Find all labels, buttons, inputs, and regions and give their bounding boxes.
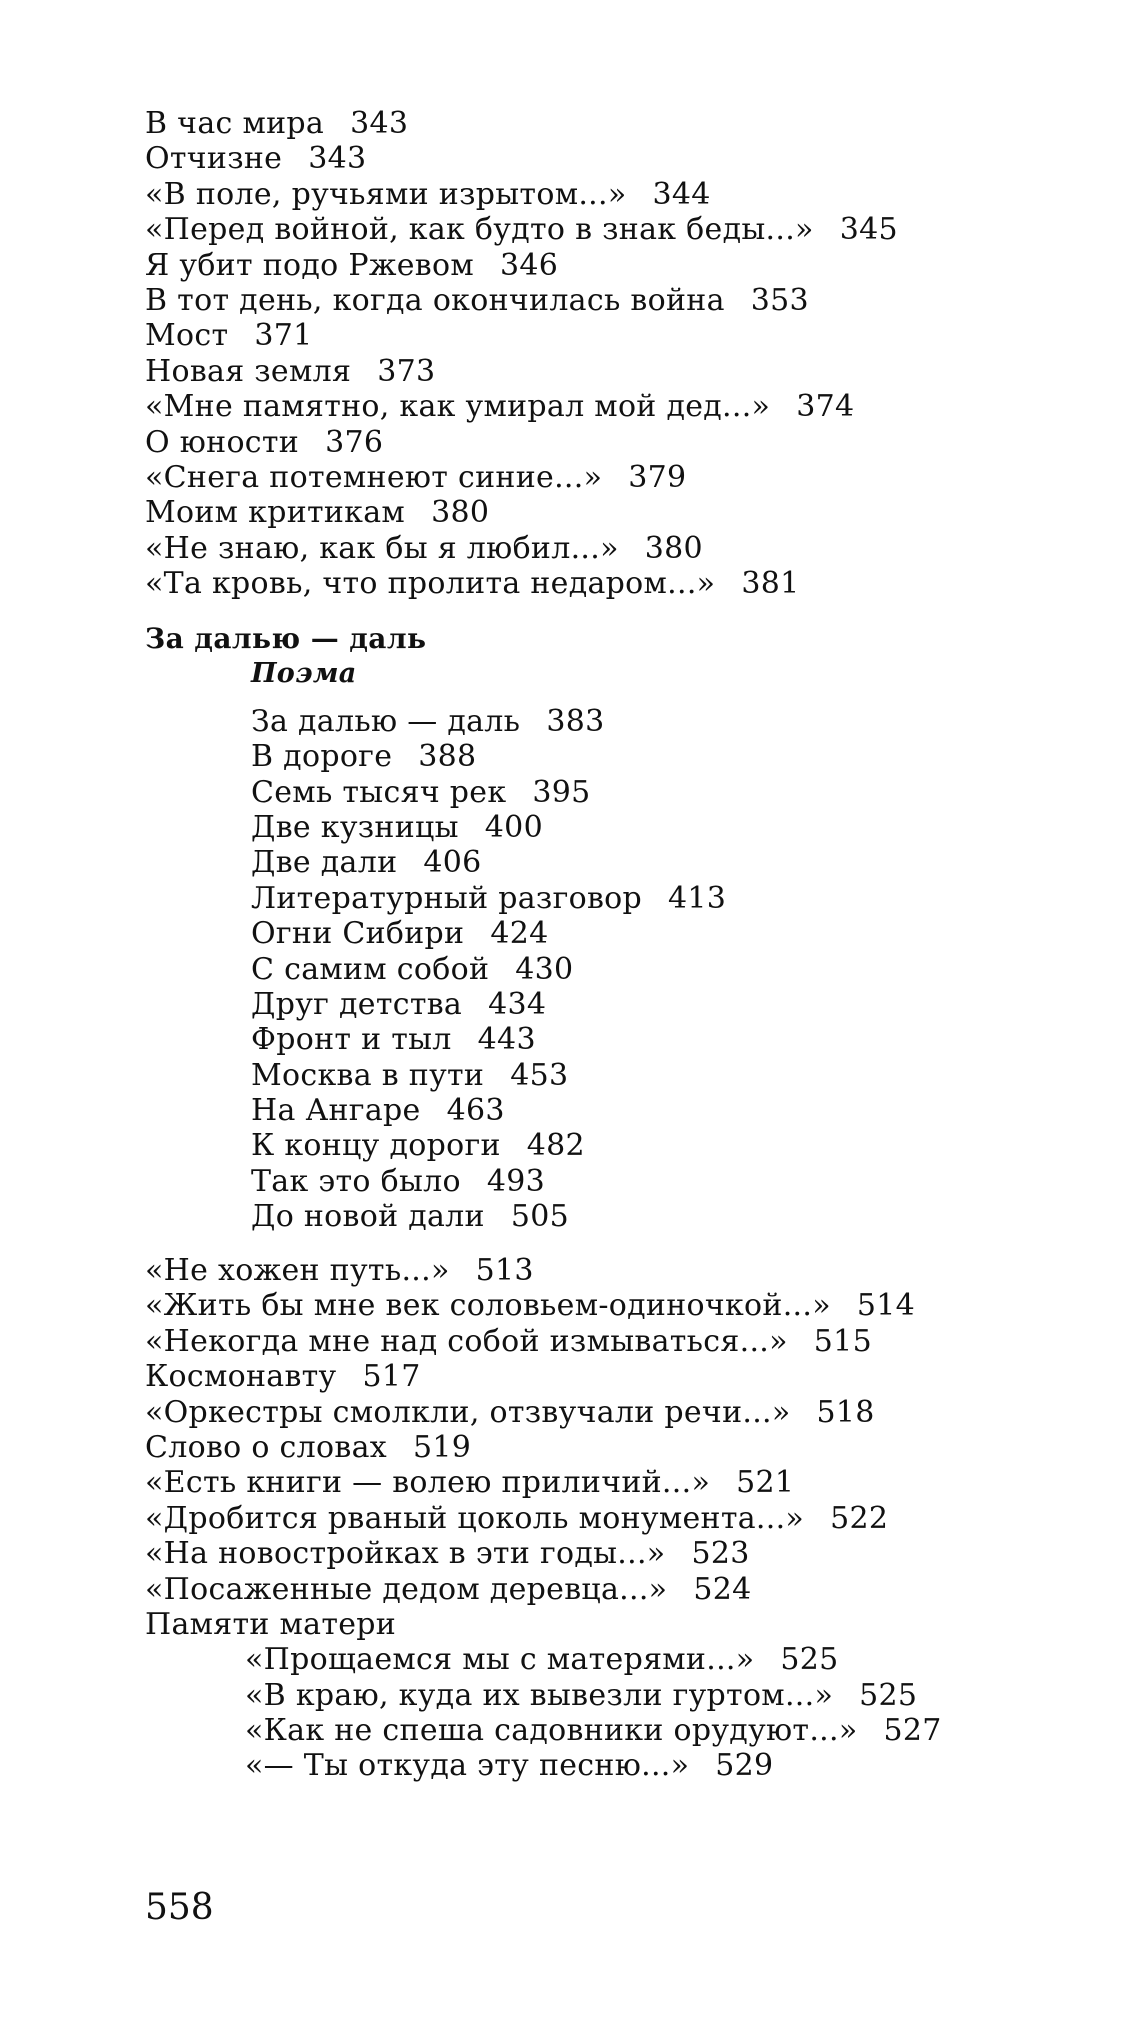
entry-title: В тот день, когда окончилась война <box>145 282 725 318</box>
chapter-entry <box>145 845 1045 880</box>
chapter-entry <box>145 810 1045 845</box>
entry-title: «Та кровь, что пролита недаром...» <box>145 566 716 602</box>
toc-entry <box>145 1288 1045 1323</box>
chapter-title: Москва в пути <box>251 1057 485 1093</box>
entry-title: Я убит подо Ржевом <box>145 247 474 283</box>
entry-page: 519 <box>412 1429 472 1465</box>
entry-page: 513 <box>475 1253 534 1288</box>
chapter-entry <box>145 1199 1045 1234</box>
chapter-page: 383 <box>546 703 605 739</box>
toc-entry <box>145 566 1045 601</box>
chapter-page: 453 <box>510 1057 569 1093</box>
chapter-entry <box>145 1093 1045 1128</box>
memory-entry <box>145 1642 1045 1677</box>
toc-entry <box>145 1465 1045 1500</box>
chapter-entry <box>145 881 1045 916</box>
entry-title: Моим критикам <box>145 495 406 531</box>
chapter-title: Две кузницы <box>251 809 459 845</box>
entry-title: Мост <box>145 318 229 354</box>
chapter-entry <box>145 775 1045 810</box>
entry-page: 525 <box>780 1642 839 1678</box>
toc-entry <box>145 177 1045 212</box>
chapter-entry <box>145 1128 1045 1163</box>
chapter-title: С самим собой <box>251 951 490 987</box>
toc-entry <box>145 425 1045 460</box>
chapter-title: Так это было <box>251 1163 461 1199</box>
entry-title: «В поле, ручьями изрытом...» <box>145 176 627 212</box>
entry-title: «— Ты откуда эту песню...» <box>245 1748 690 1784</box>
entry-title: Слово о словах <box>145 1429 387 1465</box>
chapter-title: Две дали <box>251 845 398 881</box>
memory-entry <box>145 1713 1045 1748</box>
chapter-entry <box>145 1022 1045 1057</box>
toc-section-poem <box>145 621 1045 1235</box>
memory-entry <box>145 1748 1045 1783</box>
entry-page: 374 <box>796 389 855 425</box>
entry-title: «В краю, куда их вывезли гуртом...» <box>245 1677 834 1713</box>
section-heading: За далью — даль <box>145 622 427 655</box>
entry-page: 345 <box>839 212 898 248</box>
memory-heading: Памяти матери <box>145 1606 397 1642</box>
chapter-title: Семь тысяч рек <box>251 774 507 810</box>
toc-entry <box>145 354 1045 389</box>
entry-title: Новая земля <box>145 353 352 389</box>
chapter-page: 434 <box>488 986 547 1022</box>
toc-entry <box>145 212 1045 247</box>
entry-page: 514 <box>856 1288 916 1324</box>
chapter-page: 443 <box>477 1022 536 1058</box>
spacer <box>145 692 1045 704</box>
entry-title: «Оркестры смолкли, отзвучали речи...» <box>145 1394 791 1430</box>
chapter-entry <box>145 916 1045 951</box>
chapter-title: На Ангаре <box>251 1093 421 1129</box>
toc-entry <box>145 318 1045 353</box>
entry-title: «Есть книги — волею приличий...» <box>145 1465 711 1501</box>
entry-title: Отчизне <box>145 141 283 177</box>
chapter-entry <box>145 704 1045 739</box>
toc-entry <box>145 1395 1045 1430</box>
toc-entry <box>145 248 1045 283</box>
entry-title: «Не знаю, как бы я любил...» <box>145 530 619 566</box>
chapter-page: 482 <box>526 1128 585 1164</box>
chapter-title: До новой дали <box>251 1199 485 1235</box>
entry-title: О юности <box>145 424 300 460</box>
entry-page: 353 <box>750 282 809 318</box>
entry-page: 529 <box>715 1748 774 1784</box>
toc-entry <box>145 141 1045 176</box>
toc-entry <box>145 495 1045 530</box>
toc-entry <box>145 531 1045 566</box>
chapter-page: 505 <box>510 1199 570 1235</box>
chapter-title: В дороге <box>251 739 393 775</box>
chapter-page: 395 <box>532 774 591 810</box>
chapter-page: 413 <box>668 880 727 916</box>
chapter-title: Огни Сибири <box>251 916 465 952</box>
entry-page: 343 <box>350 106 409 141</box>
toc-entry <box>145 389 1045 424</box>
entry-title: «Посаженные дедом деревца...» <box>145 1571 668 1607</box>
memory-entry <box>145 1678 1045 1713</box>
toc-entry <box>145 1430 1045 1465</box>
entry-title: «Не хожен путь...» <box>145 1253 450 1288</box>
chapter-page: 493 <box>486 1163 546 1199</box>
toc-entry <box>145 1253 1045 1288</box>
entry-title: В час мира <box>145 106 325 141</box>
entry-page: 373 <box>377 353 436 389</box>
entry-page: 523 <box>691 1536 750 1572</box>
entry-page: 381 <box>741 566 800 602</box>
entry-page: 524 <box>693 1571 752 1607</box>
chapter-page: 400 <box>484 809 543 845</box>
toc-entry <box>145 1324 1045 1359</box>
entry-page: 380 <box>644 530 703 566</box>
chapter-entry <box>145 987 1045 1022</box>
entry-page: 518 <box>816 1394 875 1430</box>
entry-page: 346 <box>499 247 559 283</box>
entry-title: Космонавту <box>145 1359 337 1395</box>
toc-entry <box>145 460 1045 495</box>
entry-title: «На новостройках в эти годы...» <box>145 1536 666 1572</box>
section-subheading: Поэма <box>251 658 357 690</box>
entry-title: «Некогда мне над собой измываться...» <box>145 1323 788 1359</box>
entry-title: «Снега потемнеют синие...» <box>145 459 603 495</box>
chapter-title: Фронт и тыл <box>251 1022 452 1058</box>
chapter-page: 388 <box>418 739 477 775</box>
toc-entry <box>145 106 1045 141</box>
chapter-page: 424 <box>490 916 549 952</box>
toc-entry <box>145 1501 1045 1536</box>
page-number: 558 <box>145 1887 214 1928</box>
entry-title: «Перед войной, как будто в знак беды...» <box>145 212 814 248</box>
entry-title: «Как не спеша садовники орудуют...» <box>245 1713 858 1749</box>
entry-page: 525 <box>859 1677 918 1713</box>
entry-page: 380 <box>431 495 490 531</box>
chapter-title: За далью — даль <box>251 703 521 739</box>
entry-page: 371 <box>254 318 313 354</box>
chapter-entry <box>145 1058 1045 1093</box>
chapter-title: К концу дороги <box>251 1128 501 1164</box>
chapter-page: 406 <box>423 845 482 881</box>
entry-page: 343 <box>308 141 367 177</box>
entry-title: «Дробится рваный цоколь монумента...» <box>145 1500 805 1536</box>
toc-entry <box>145 1536 1045 1571</box>
chapter-entry <box>145 952 1045 987</box>
entry-page: 521 <box>736 1465 795 1501</box>
entry-page: 517 <box>362 1359 421 1395</box>
chapter-entry <box>145 739 1045 774</box>
entry-title: «Мне памятно, как умирал мой дед...» <box>145 389 771 425</box>
chapter-page: 463 <box>446 1093 505 1129</box>
toc-entry <box>145 1572 1045 1607</box>
entry-title: «Жить бы мне век соловьем-одиночкой...» <box>145 1288 831 1324</box>
entry-page: 376 <box>325 424 384 460</box>
toc-entry <box>145 1359 1045 1394</box>
toc-block-bottom <box>145 1253 1045 1784</box>
entry-page: 379 <box>628 459 687 495</box>
entry-page: 527 <box>883 1713 942 1749</box>
chapter-page: 430 <box>515 951 574 987</box>
entry-page: 522 <box>830 1500 889 1536</box>
toc-entry <box>145 283 1045 318</box>
entry-title: «Прощаемся мы с матерями...» <box>245 1642 755 1678</box>
entry-page: 344 <box>652 176 711 212</box>
chapter-entry <box>145 1164 1045 1199</box>
entry-page: 515 <box>813 1323 872 1359</box>
chapter-title: Друг детства <box>251 986 463 1022</box>
chapter-title: Литературный разговор <box>251 880 643 916</box>
toc-block-top <box>145 106 1045 601</box>
